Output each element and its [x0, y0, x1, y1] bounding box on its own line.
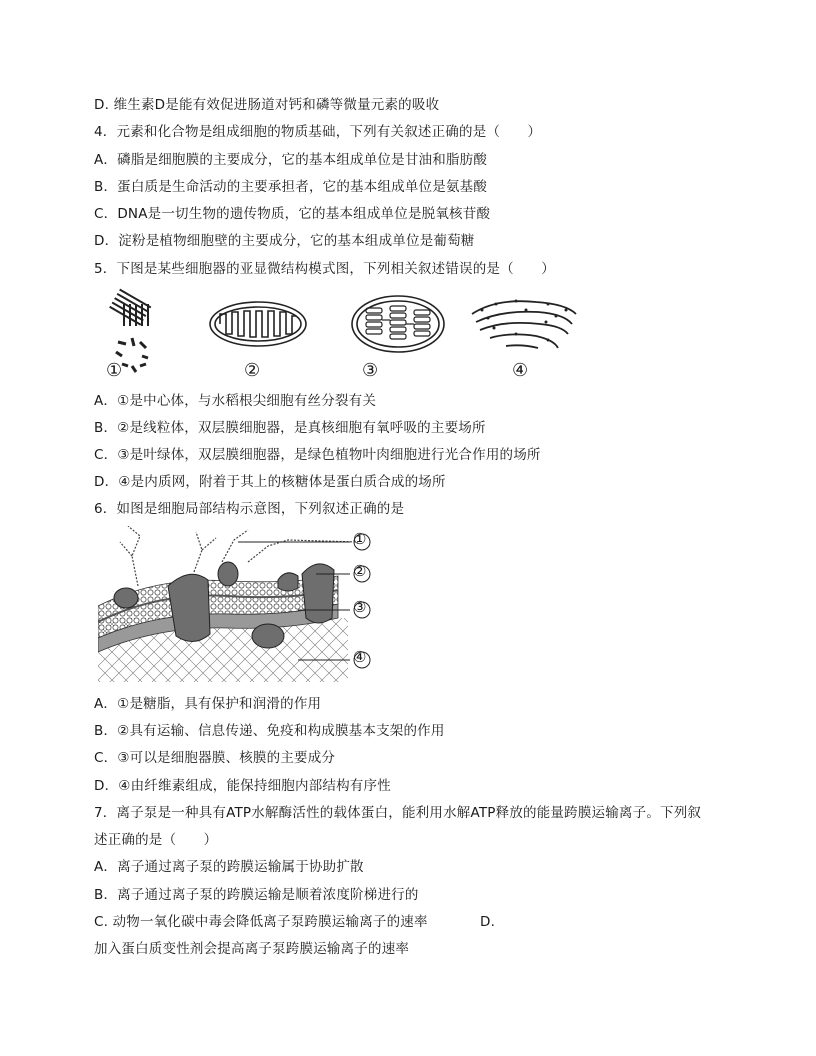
- q7-option-d-text: 加入蛋白质变性剂会提高离子泵跨膜运输离子的速率: [94, 941, 410, 957]
- organelle-label-1: ①: [106, 360, 123, 381]
- q6-option-a: A．①是糖脂，具有保护和润滑的作用: [94, 696, 322, 712]
- q5-option-c: C．③是叶绿体，双层膜细胞器，是绿色植物叶肉细胞进行光合作用的场所: [94, 447, 541, 463]
- organelle-label-3: ③: [362, 360, 379, 381]
- organelle-label-4: ④: [512, 360, 529, 381]
- q4-option-b: B．蛋白质是生命活动的主要承担者，它的基本组成单位是氨基酸: [94, 179, 488, 195]
- q6-option-d: D．④由纤维素组成，能保持细胞内部结构有序性: [94, 778, 391, 794]
- er-drawing: [472, 300, 576, 349]
- mitochondrion-drawing: [210, 302, 306, 346]
- q7-option-b: B．离子通过离子泵的跨膜运输是顺着浓度阶梯进行的: [94, 887, 419, 903]
- q3-option-d: D. 维生素D是能有效促进肠道对钙和磷等微量元素的吸收: [94, 97, 440, 113]
- membrane-label-2: ②: [353, 562, 367, 580]
- chloroplast-drawing: [352, 296, 444, 352]
- q4-option-c: C．DNA是一切生物的遗传物质，它的基本组成单位是脱氧核苷酸: [94, 206, 491, 222]
- q7-stem-line1: 7．离子泵是一种具有ATP水解酶活性的载体蛋白，能利用水解ATP释放的能量跨膜运输离子。下列叙: [94, 805, 702, 821]
- membrane-figure: [98, 526, 388, 686]
- q6-stem: 6．如图是细胞局部结构示意图，下列叙述正确的是: [94, 501, 405, 517]
- q5-option-d: D．④是内质网，附着于其上的核糖体是蛋白质合成的场所: [94, 474, 446, 490]
- q6-option-b: B．②具有运输、信息传递、免疫和构成膜基本支架的作用: [94, 723, 445, 739]
- q5-stem: 5．下图是某些细胞器的亚显微结构模式图，下列相关叙述错误的是（ ）: [94, 261, 555, 277]
- membrane-diagram: [98, 526, 388, 686]
- membrane-label-3: ③: [353, 598, 367, 616]
- q7-stem-line2: 述正确的是（ ）: [94, 832, 218, 848]
- q7-option-a: A．离子通过离子泵的跨膜运输属于协助扩散: [94, 859, 364, 875]
- organelle-figure: [96, 284, 596, 384]
- q6-option-c: C．③可以是细胞器膜、核膜的主要成分: [94, 750, 336, 766]
- q4-option-d: D．淀粉是植物细胞壁的主要成分，它的基本组成单位是葡萄糖: [94, 233, 475, 249]
- q4-option-a: A．磷脂是细胞膜的主要成分，它的基本组成单位是甘油和脂肪酸: [94, 152, 488, 168]
- q4-stem: 4．元素和化合物是组成细胞的物质基础，下列有关叙述正确的是（ ）: [94, 124, 542, 140]
- q5-option-a: A．①是中心体，与水稻根尖细胞有丝分裂有关: [94, 393, 377, 409]
- organelle-label-2: ②: [244, 360, 261, 381]
- membrane-label-1: ①: [353, 530, 367, 548]
- q7-option-c: C. 动物一氧化碳中毒会降低离子泵跨膜运输离子的速率: [94, 914, 428, 930]
- q7-option-d-label: D.: [480, 914, 496, 930]
- membrane-label-4: ④: [353, 648, 367, 666]
- q5-option-b: B．②是线粒体，双层膜细胞器，是真核细胞有氧呼吸的主要场所: [94, 420, 486, 436]
